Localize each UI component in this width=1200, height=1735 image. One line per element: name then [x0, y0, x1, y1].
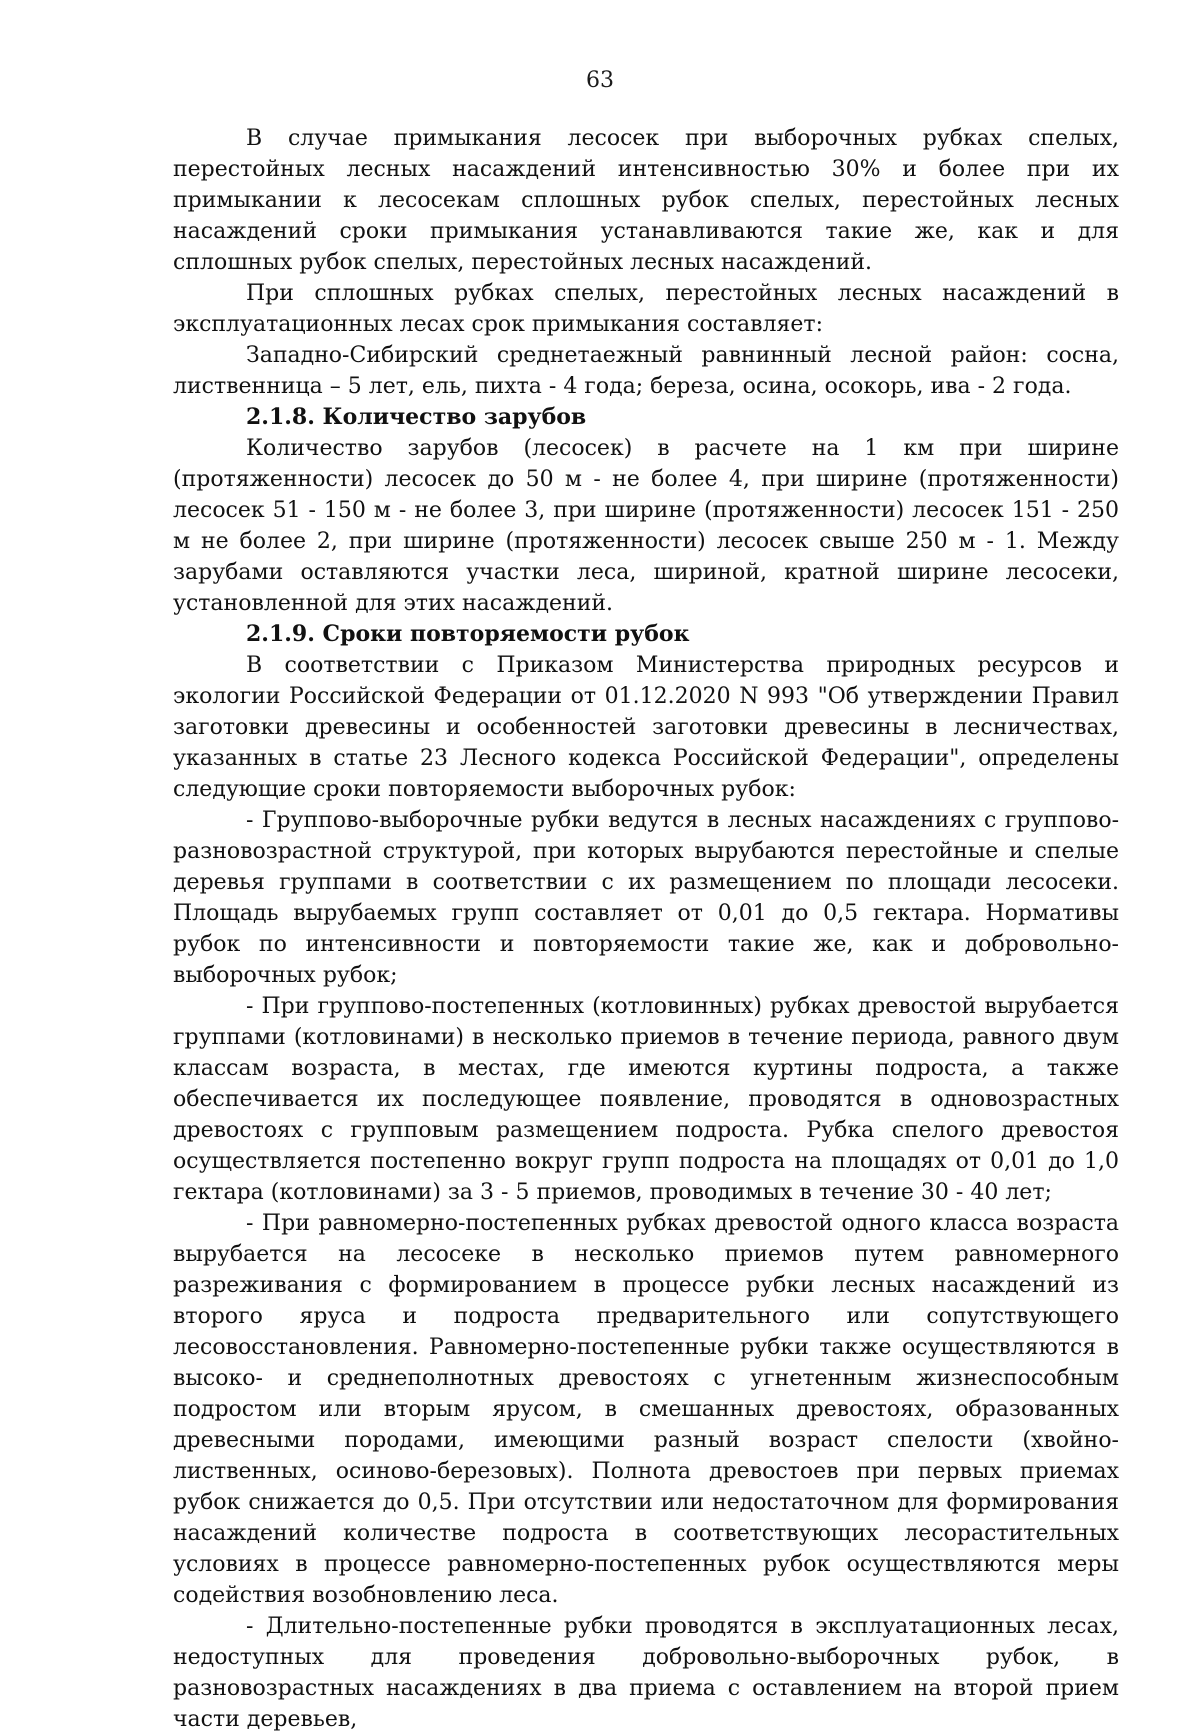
section-heading-cut-count: 2.1.8. Количество зарубов	[246, 404, 587, 430]
list-item-group-gradual: - При группово-постепенных (котловинных) рубках древостой вырубается группами (котловинами) в несколько приемов в течение периода, равного двум классам возраста, в местах, где имеются куртины подроста, а также обеспечивается их последующее появление, проводятся в одновозрастных древостоях с групповым размещением подроста. Рубка спелого древостоя осуществляется постепенно вокруг групп подроста на площадях от 0,01 до 1,0 гектара (котловинами) за 3 - 5 приемов, проводимых в течение 30 - 40 лет;	[173, 994, 1119, 1205]
list-item-group-selective: - Группово-выборочные рубки ведутся в лесных насаждениях с группово-разновозрастной структурой, при которых вырубаются перестойные и спелые деревья группами в соответствии с их размещением по площади лесосеки. Площадь вырубаемых групп составляет от 0,01 до 0,5 гектара. Нормативы рубок по интенсивности и повторяемости такие же, как и добровольно-выборочных рубок;	[173, 808, 1119, 988]
paragraph-adjacency-clearcut: При сплошных рубках спелых, перестойных лесных насаждений в эксплуатационных лесах срок примыкания составляет:	[173, 281, 1119, 337]
paragraph-adjacency-region: Западно-Сибирский среднетаежный равнинный лесной район: сосна, лиственница – 5 лет, ель, пихта - 4 года; береза, осина, осокорь, ива - 2 года.	[173, 343, 1119, 399]
paragraph-adjacency-selective: В случае примыкания лесосек при выборочных рубках спелых, перестойных лесных насаждений интенсивностью 30% и более при их примыкании к лесосекам сплошных рубок спелых, перестойных лесных насаждений сроки примыкания устанавливаются такие же, как и для сплошных рубок спелых, перестойных лесных насаждений.	[173, 126, 1119, 275]
paragraph-order-reference: В соответствии с Приказом Министерства природных ресурсов и экологии Российской Федерации от 01.12.2020 N 993 "Об утверждении Правил заготовки древесины и особенностей заготовки древесины в лесничествах, указанных в статье 23 Лесного кодекса Российской Федерации", определены следующие сроки повторяемости выборочных рубок:	[173, 653, 1119, 802]
page-number: 63	[586, 68, 614, 93]
section-heading-repeat-terms: 2.1.9. Сроки повторяемости рубок	[246, 621, 690, 647]
list-item-long-gradual: - Длительно-постепенные рубки проводятся в эксплуатационных лесах, недоступных для проведения добровольно-выборочных рубок, в разновозрастных насаждениях в два приема с оставлением на второй прием части деревьев,	[173, 1614, 1119, 1732]
list-item-uniform-gradual: - При равномерно-постепенных рубках древостой одного класса возраста вырубается на лесосеке в несколько приемов путем равномерного разреживания с формированием в процессе рубки лесных насаждений из второго яруса и подроста предварительного или сопутствующего лесовосстановления. Равномерно-постепенные рубки также осуществляются в высоко- и среднеполнотных древостоях с угнетенным жизнеспособным подростом или вторым ярусом, в смешанных древостоях, образованных древесными породами, имеющими разный возраст спелости (хвойно-лиственных, осиново-березовых). Полнота древостоев при первых приемах рубок снижается до 0,5. При отсутствии или недостаточном для формирования насаждений количестве подроста в соответствующих лесорастительных условиях в процессе равномерно-постепенных рубок осуществляются меры содействия возобновлению леса.	[173, 1211, 1119, 1608]
document-body	[173, 123, 1119, 1735]
paragraph-cut-count: Количество зарубов (лесосек) в расчете на 1 км при ширине (протяженности) лесосек до 50 м - не более 4, при ширине (протяженности) лесосек 51 - 150 м - не более 3, при ширине (протяженности) лесосек 151 - 250 м не более 2, при ширине (протяженности) лесосек свыше 250 м - 1. Между зарубами оставляются участки леса, шириной, кратной ширине лесосеки, установленной для этих насаждений.	[173, 436, 1119, 616]
